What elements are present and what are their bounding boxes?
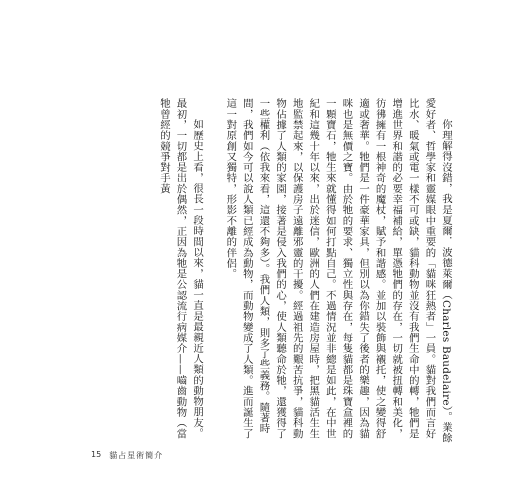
paragraph-spacer	[205, 98, 222, 443]
running-title: 貓占星術簡介	[109, 451, 164, 460]
page-number: 15	[91, 450, 102, 459]
paragraph: 如歷史上看，很長一段時間以來，貓一直是最親近人類的動物朋友。最初，一切都是出於偶然，正因為牠是公認流行病媒介——嚙齒動物（當牠曾經的競爭對手黃	[157, 98, 204, 439]
body-text	[54, 98, 454, 443]
page-footer	[91, 450, 163, 461]
paragraph: 你理解得沒錯，我是夏爾．波德萊爾（Charles Baudelaire）。業餘愛好者、哲學家和靈媒眼中重要的「貓咪狂熱者」一員。貓對我們而言好比水、暖氣或電一樣不可或缺，貓科動物並沒有我們生命中的轉，牠們是增進世界和諧的必要幸福補給，單憑牠們的存在，一切就被扭轉和美化，彷彿擁有一根神奇的魔杖，賦予和諧感。並加以裝飾與襯托，使之變得舒適或奢華。牠們是一件豪華家具，但別以為你錯失了後者的樂趣，因為貓咪也是無價之寶。由於牠的要求、獨立性與存在，每隻貓都是珠寶盒裡的一顆寶石，牠生來就懂得如何打點自己。不過情況並非總是如此，在中世紀和這幾十年以來，出於迷信，歐洲的人們在建造房屋時，把黑貓活生生地監禁起來，以保護房子遠離邪靈的干擾。經過祖先的艱苦抗爭，貓科動物佔據了人類的家園，接著是侵入我們的心，使人類聽命於牠，還獲得了一些權利（依我來看，這還不夠多）。我們人類，則多了些義務。隨著時間，我們如今可以說人類已經成為動物，而動物變成了人類。進而誕生了這一對原創又獨特，形影不離的伴侶。	[224, 98, 452, 443]
